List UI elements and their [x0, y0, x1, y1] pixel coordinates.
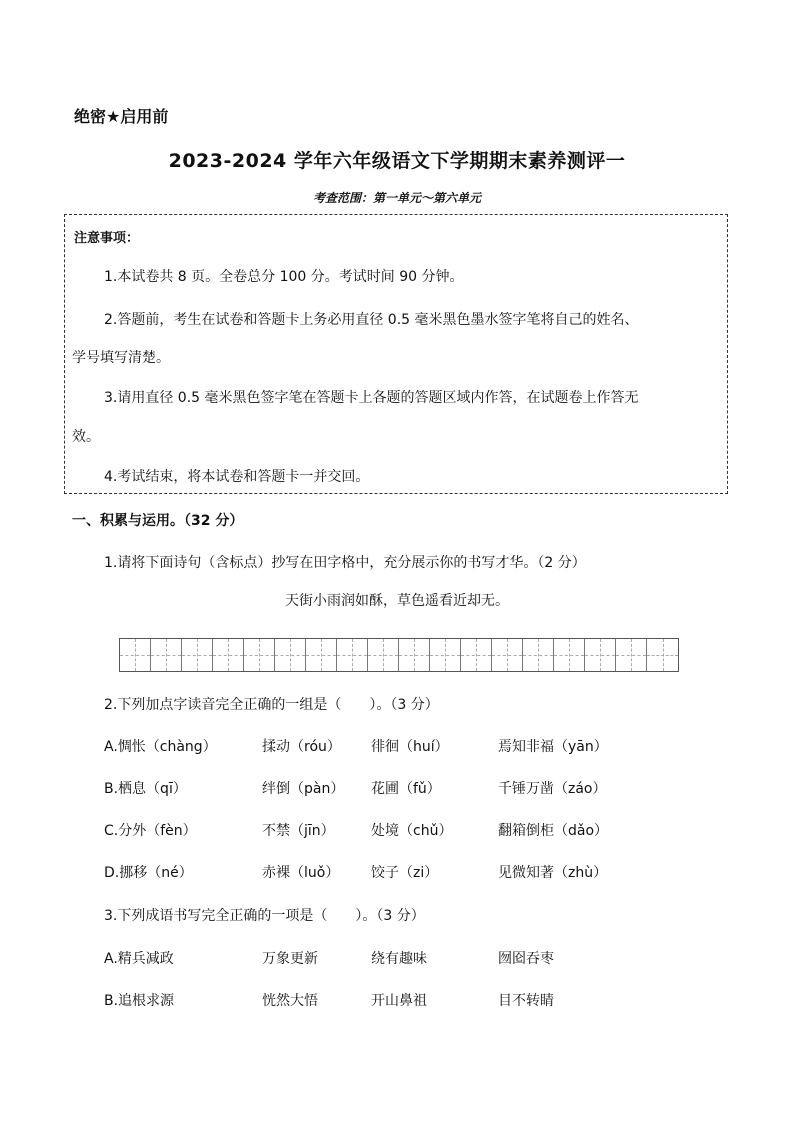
- question-3-option-item: 恍然大悟: [262, 993, 318, 1009]
- confidential-label: 绝密★启用前: [74, 107, 169, 126]
- question-2-option-item: 揉动（róu）: [262, 739, 341, 755]
- question-2-option-item: A.惆怅（chàng）: [104, 739, 217, 755]
- question-2-option-item: D.挪移（né）: [104, 865, 193, 881]
- question-2-option-item: 绊倒（pàn）: [262, 781, 345, 797]
- tianzige-cell[interactable]: [430, 639, 461, 671]
- question-2-option-item: C.分外（fèn）: [104, 823, 197, 839]
- tianzige-cell[interactable]: [182, 639, 213, 671]
- question-3-option-item: 开山鼻祖: [371, 993, 427, 1009]
- notice-heading: 注意事项：: [74, 231, 140, 246]
- tianzige-cell[interactable]: [337, 639, 368, 671]
- question-2-option-item: 处境（chǔ）: [371, 823, 453, 839]
- question-2-option-item: 千锤万凿（záo）: [498, 781, 607, 797]
- question-3-option-item: 绕有趣味: [371, 951, 427, 967]
- tianzige-cell[interactable]: [585, 639, 616, 671]
- question-2-option-item: B.栖息（qī）: [104, 781, 187, 797]
- notice-item-3: 3.请用直径 0.5 毫米黑色签字笔在答题卡上各题的答题区域内作答，在试题卷上作答无: [104, 390, 639, 406]
- tianzige-grid[interactable]: [119, 638, 679, 672]
- tianzige-cell[interactable]: [492, 639, 523, 671]
- question-1-prompt: 1.请将下面诗句（含标点）抄写在田字格中，充分展示你的书写才华。（2 分）: [104, 555, 586, 571]
- tianzige-cell[interactable]: [213, 639, 244, 671]
- question-3-option-item: 囫囵吞枣: [498, 951, 554, 967]
- tianzige-cell[interactable]: [306, 639, 337, 671]
- question-2-option-item: 翻箱倒柜（dǎo）: [498, 823, 609, 839]
- question-3-option-item: B.追根求源: [104, 993, 175, 1009]
- question-2-option-item: 不禁（jīn）: [262, 823, 335, 839]
- question-3-option-item: A.精兵减政: [104, 951, 174, 967]
- notice-item-3-cont: 效。: [72, 429, 100, 445]
- question-2-prompt: 2.下列加点字读音完全正确的一组是（ ）。（3 分）: [104, 697, 439, 713]
- tianzige-cell[interactable]: [120, 639, 151, 671]
- tianzige-cell[interactable]: [523, 639, 554, 671]
- exam-scope: 考查范围：第一单元～第六单元: [312, 191, 481, 205]
- tianzige-cell[interactable]: [461, 639, 492, 671]
- question-3-option-item: 万象更新: [262, 951, 318, 967]
- notice-item-2-cont: 学号填写清楚。: [72, 350, 170, 366]
- tianzige-cell[interactable]: [151, 639, 182, 671]
- tianzige-cell[interactable]: [616, 639, 647, 671]
- question-3-option-item: 目不转睛: [498, 993, 554, 1009]
- tianzige-cell[interactable]: [275, 639, 306, 671]
- tianzige-cell[interactable]: [647, 639, 678, 671]
- notice-item-1: 1.本试卷共 8 页。全卷总分 100 分。考试时间 90 分钟。: [104, 269, 464, 285]
- question-2-option-item: 见微知著（zhù）: [498, 865, 608, 881]
- section-heading: 一、积累与运用。（32 分）: [72, 513, 244, 529]
- tianzige-cell[interactable]: [554, 639, 585, 671]
- exam-title: 2023-2024 学年六年级语文下学期期末素养测评一: [168, 150, 626, 172]
- question-2-option-item: 饺子（zi）: [371, 865, 439, 881]
- tianzige-cell[interactable]: [399, 639, 430, 671]
- notice-item-2: 2.答题前，考生在试卷和答题卡上务必用直径 0.5 毫米黑色墨水签字笔将自己的姓名、: [104, 312, 639, 328]
- question-2-option-item: 焉知非福（yān）: [498, 739, 608, 755]
- question-2-option-item: 徘徊（huí）: [371, 739, 449, 755]
- tianzige-cell[interactable]: [368, 639, 399, 671]
- notice-item-4: 4.考试结束，将本试卷和答题卡一并交回。: [104, 469, 370, 485]
- question-2-option-item: 赤裸（luǒ）: [262, 865, 340, 881]
- question-2-option-item: 花圃（fǔ）: [371, 781, 441, 797]
- question-3-prompt: 3.下列成语书写完全正确的一项是（ ）。（3 分）: [104, 908, 425, 924]
- tianzige-cell[interactable]: [244, 639, 275, 671]
- poem-line: 天街小雨润如酥，草色遥看近却无。: [285, 593, 509, 609]
